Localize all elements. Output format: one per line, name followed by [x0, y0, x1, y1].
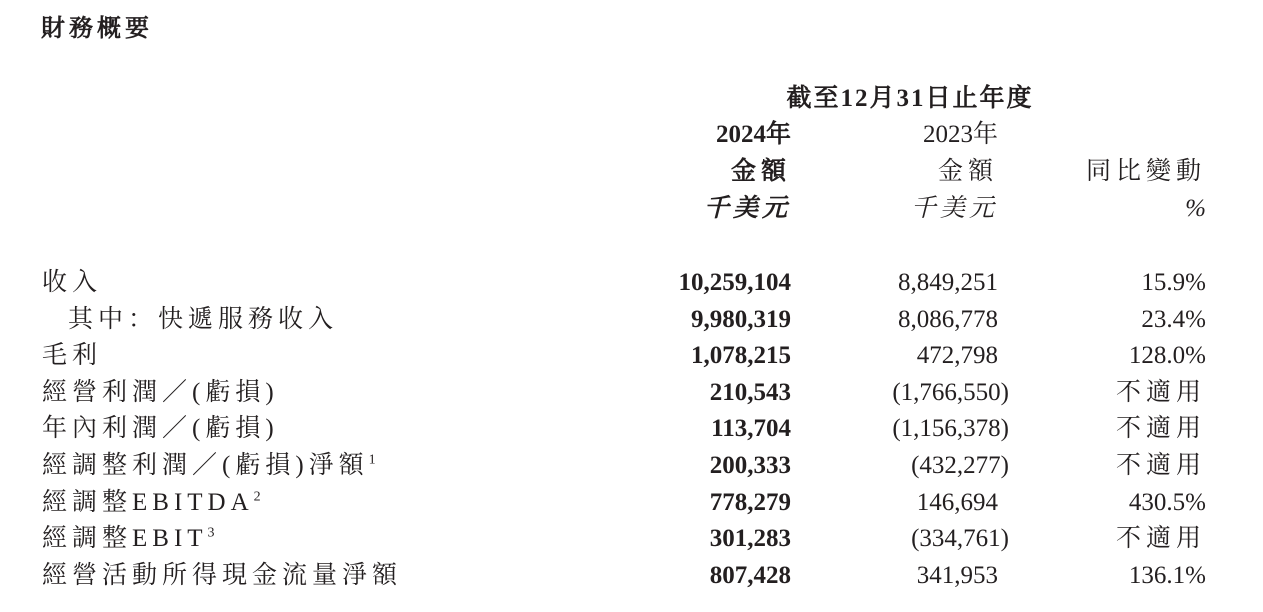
yoy-change: 430.5% [1128, 488, 1206, 516]
value-2024: 10,259,104 [678, 269, 791, 296]
footnote-marker: 1 [368, 452, 376, 468]
value-2024: 778,279 [709, 488, 791, 516]
row-label [42, 375, 279, 411]
value-2023: 146,694 [916, 488, 998, 516]
value-2023: 8,086,778 [898, 305, 998, 333]
unit-2023-heading: 千美元 [910, 195, 998, 222]
financial-table [0, 265, 1263, 594]
row-label-text: 經調整利潤／(虧損)淨額 [42, 451, 369, 479]
value-2024: 9,980,319 [691, 305, 791, 333]
row-label [42, 411, 279, 447]
table-row [0, 375, 1263, 412]
yoy-change: 23.4% [1141, 305, 1206, 333]
row-label [42, 485, 261, 521]
value-2024: 200,333 [709, 451, 791, 479]
row-label-text: 毛利 [42, 342, 103, 370]
row-label-text: 經調整EBIT [42, 525, 208, 553]
yoy-change: 不適用 [1115, 525, 1206, 553]
footnote-marker: 2 [253, 489, 261, 505]
row-label-text: 經營活動所得現金流量淨額 [42, 561, 403, 589]
row-label [68, 302, 338, 338]
value-2024: 807,428 [709, 561, 791, 589]
row-label [42, 558, 402, 594]
value-2023: 8,849,251 [898, 269, 998, 296]
value-2024: 301,283 [709, 525, 791, 553]
yoy-change: 15.9% [1141, 269, 1206, 296]
value-2023: (334,761) [911, 525, 1009, 553]
row-label [42, 338, 102, 374]
row-label [42, 521, 215, 557]
table-row [0, 485, 1263, 522]
value-2023: (1,156,378) [892, 415, 1009, 443]
amount-2024-heading: 金額 [730, 158, 791, 185]
row-label-text: 經營利潤／(虧損) [42, 378, 279, 406]
value-2023: (432,277) [911, 451, 1009, 479]
yoy-change: 128.0% [1128, 342, 1206, 370]
row-label-text: 經調整EBITDA [42, 488, 254, 516]
value-2023: 472,798 [916, 342, 998, 370]
value-2024: 1,078,215 [691, 342, 791, 370]
table-row [0, 265, 1263, 302]
table-row [0, 558, 1263, 595]
section-title: 財務概要 [41, 14, 153, 42]
row-label [42, 448, 376, 484]
year-2024-heading: 2024年 [715, 121, 791, 148]
yoy-change: 不適用 [1115, 378, 1206, 406]
period-heading: 截至12月31日止年度 [786, 85, 1034, 112]
amount-2023-heading: 金額 [937, 158, 998, 185]
row-label-text: 年內利潤／(虧損) [42, 415, 279, 443]
yoy-change-heading: 同比變動 [1085, 158, 1206, 185]
year-2023-heading: 2023年 [922, 121, 998, 148]
value-2023: 341,953 [916, 561, 998, 589]
row-label-text: 其中：快遞服務收入 [68, 305, 339, 333]
row-label [42, 265, 102, 301]
table-row [0, 521, 1263, 558]
yoy-change: 不適用 [1115, 415, 1206, 443]
table-row [0, 338, 1263, 375]
yoy-change: 不適用 [1115, 451, 1206, 479]
value-2024: 210,543 [709, 378, 791, 406]
percent-unit-heading: % [1185, 195, 1206, 222]
unit-2024-heading: 千美元 [703, 195, 791, 222]
value-2023: (1,766,550) [892, 378, 1009, 406]
yoy-change: 136.1% [1128, 561, 1206, 589]
row-label-text: 收入 [42, 269, 103, 296]
table-row [0, 448, 1263, 485]
footnote-marker: 3 [207, 525, 215, 541]
table-row [0, 411, 1263, 448]
value-2024: 113,704 [711, 415, 791, 443]
table-row [0, 302, 1263, 339]
